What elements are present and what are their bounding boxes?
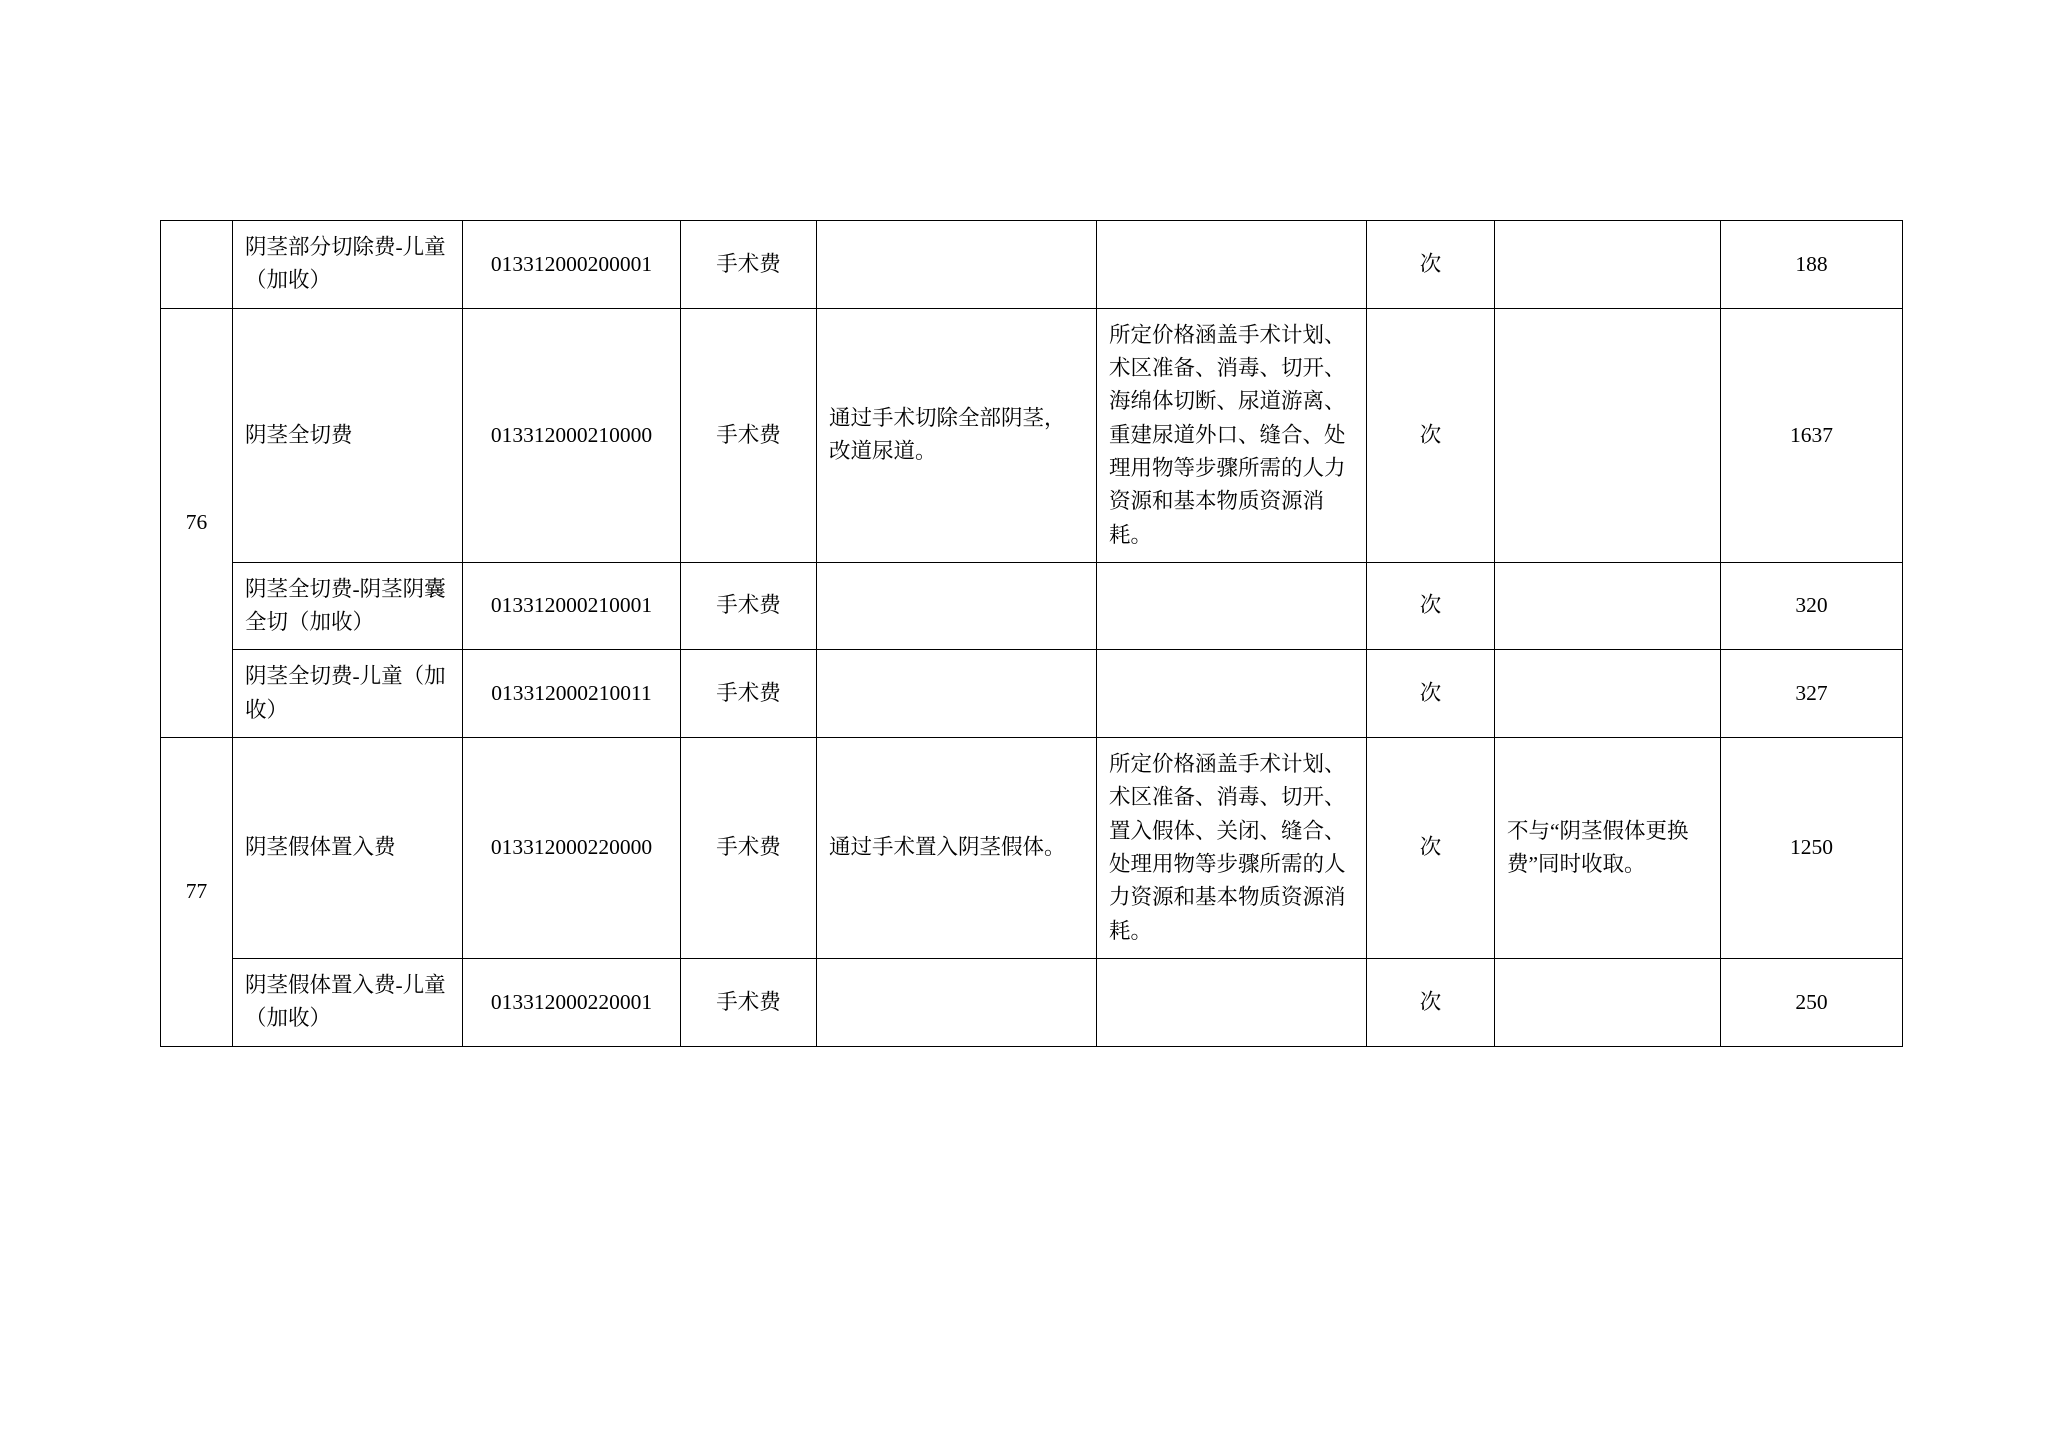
price-cell: 250 xyxy=(1721,958,1903,1046)
note-cell xyxy=(1495,221,1721,309)
item-code-cell: 013312000210001 xyxy=(463,562,681,650)
item-content-cell: 所定价格涵盖手术计划、术区准备、消毒、切开、海绵体切断、尿道游离、重建尿道外口、缝合、处理用物等步骤所需的人力资源和基本物质资源消耗。 xyxy=(1097,308,1367,562)
fee-type-cell: 手术费 xyxy=(681,562,817,650)
fee-type-cell: 手术费 xyxy=(681,738,817,959)
fee-type-cell: 手术费 xyxy=(681,221,817,309)
item-name-cell: 阴茎全切费-儿童（加收） xyxy=(233,650,463,738)
row-number-cell: 76 xyxy=(161,308,233,737)
price-cell: 1250 xyxy=(1721,738,1903,959)
item-code-cell: 013312000220001 xyxy=(463,958,681,1046)
item-code-cell: 013312000200001 xyxy=(463,221,681,309)
price-cell: 1637 xyxy=(1721,308,1903,562)
unit-cell: 次 xyxy=(1367,221,1495,309)
item-name-cell: 阴茎假体置入费-儿童（加收） xyxy=(233,958,463,1046)
item-content-cell xyxy=(1097,958,1367,1046)
unit-cell: 次 xyxy=(1367,650,1495,738)
item-name-cell: 阴茎假体置入费 xyxy=(233,738,463,959)
note-cell: 不与“阴茎假体更换费”同时收取。 xyxy=(1495,738,1721,959)
price-cell: 188 xyxy=(1721,221,1903,309)
item-description-cell xyxy=(817,958,1097,1046)
unit-cell: 次 xyxy=(1367,562,1495,650)
item-description-cell: 通过手术置入阴茎假体。 xyxy=(817,738,1097,959)
table-row xyxy=(161,308,1903,562)
table-row xyxy=(161,738,1903,959)
item-content-cell xyxy=(1097,221,1367,309)
table-row xyxy=(161,958,1903,1046)
note-cell xyxy=(1495,562,1721,650)
item-description-cell xyxy=(817,221,1097,309)
item-code-cell: 013312000220000 xyxy=(463,738,681,959)
item-name-cell: 阴茎部分切除费-儿童（加收） xyxy=(233,221,463,309)
row-number-cell: 77 xyxy=(161,738,233,1047)
note-cell xyxy=(1495,308,1721,562)
item-content-cell xyxy=(1097,562,1367,650)
table-row xyxy=(161,562,1903,650)
item-description-cell xyxy=(817,650,1097,738)
row-number-cell xyxy=(161,221,233,309)
price-cell: 327 xyxy=(1721,650,1903,738)
note-cell xyxy=(1495,958,1721,1046)
fee-type-cell: 手术费 xyxy=(681,650,817,738)
item-content-cell: 所定价格涵盖手术计划、术区准备、消毒、切开、置入假体、关闭、缝合、处理用物等步骤所需的人力资源和基本物质资源消耗。 xyxy=(1097,738,1367,959)
item-code-cell: 013312000210011 xyxy=(463,650,681,738)
note-cell xyxy=(1495,650,1721,738)
item-description-cell: 通过手术切除全部阴茎，改道尿道。 xyxy=(817,308,1097,562)
item-code-cell: 013312000210000 xyxy=(463,308,681,562)
price-cell: 320 xyxy=(1721,562,1903,650)
unit-cell: 次 xyxy=(1367,308,1495,562)
fee-type-cell: 手术费 xyxy=(681,308,817,562)
unit-cell: 次 xyxy=(1367,738,1495,959)
table-row xyxy=(161,650,1903,738)
item-content-cell xyxy=(1097,650,1367,738)
unit-cell: 次 xyxy=(1367,958,1495,1046)
fee-type-cell: 手术费 xyxy=(681,958,817,1046)
table-row xyxy=(161,221,1903,309)
item-description-cell xyxy=(817,562,1097,650)
item-name-cell: 阴茎全切费-阴茎阴囊全切（加收） xyxy=(233,562,463,650)
item-name-cell: 阴茎全切费 xyxy=(233,308,463,562)
price-catalog-table xyxy=(160,220,1903,1047)
